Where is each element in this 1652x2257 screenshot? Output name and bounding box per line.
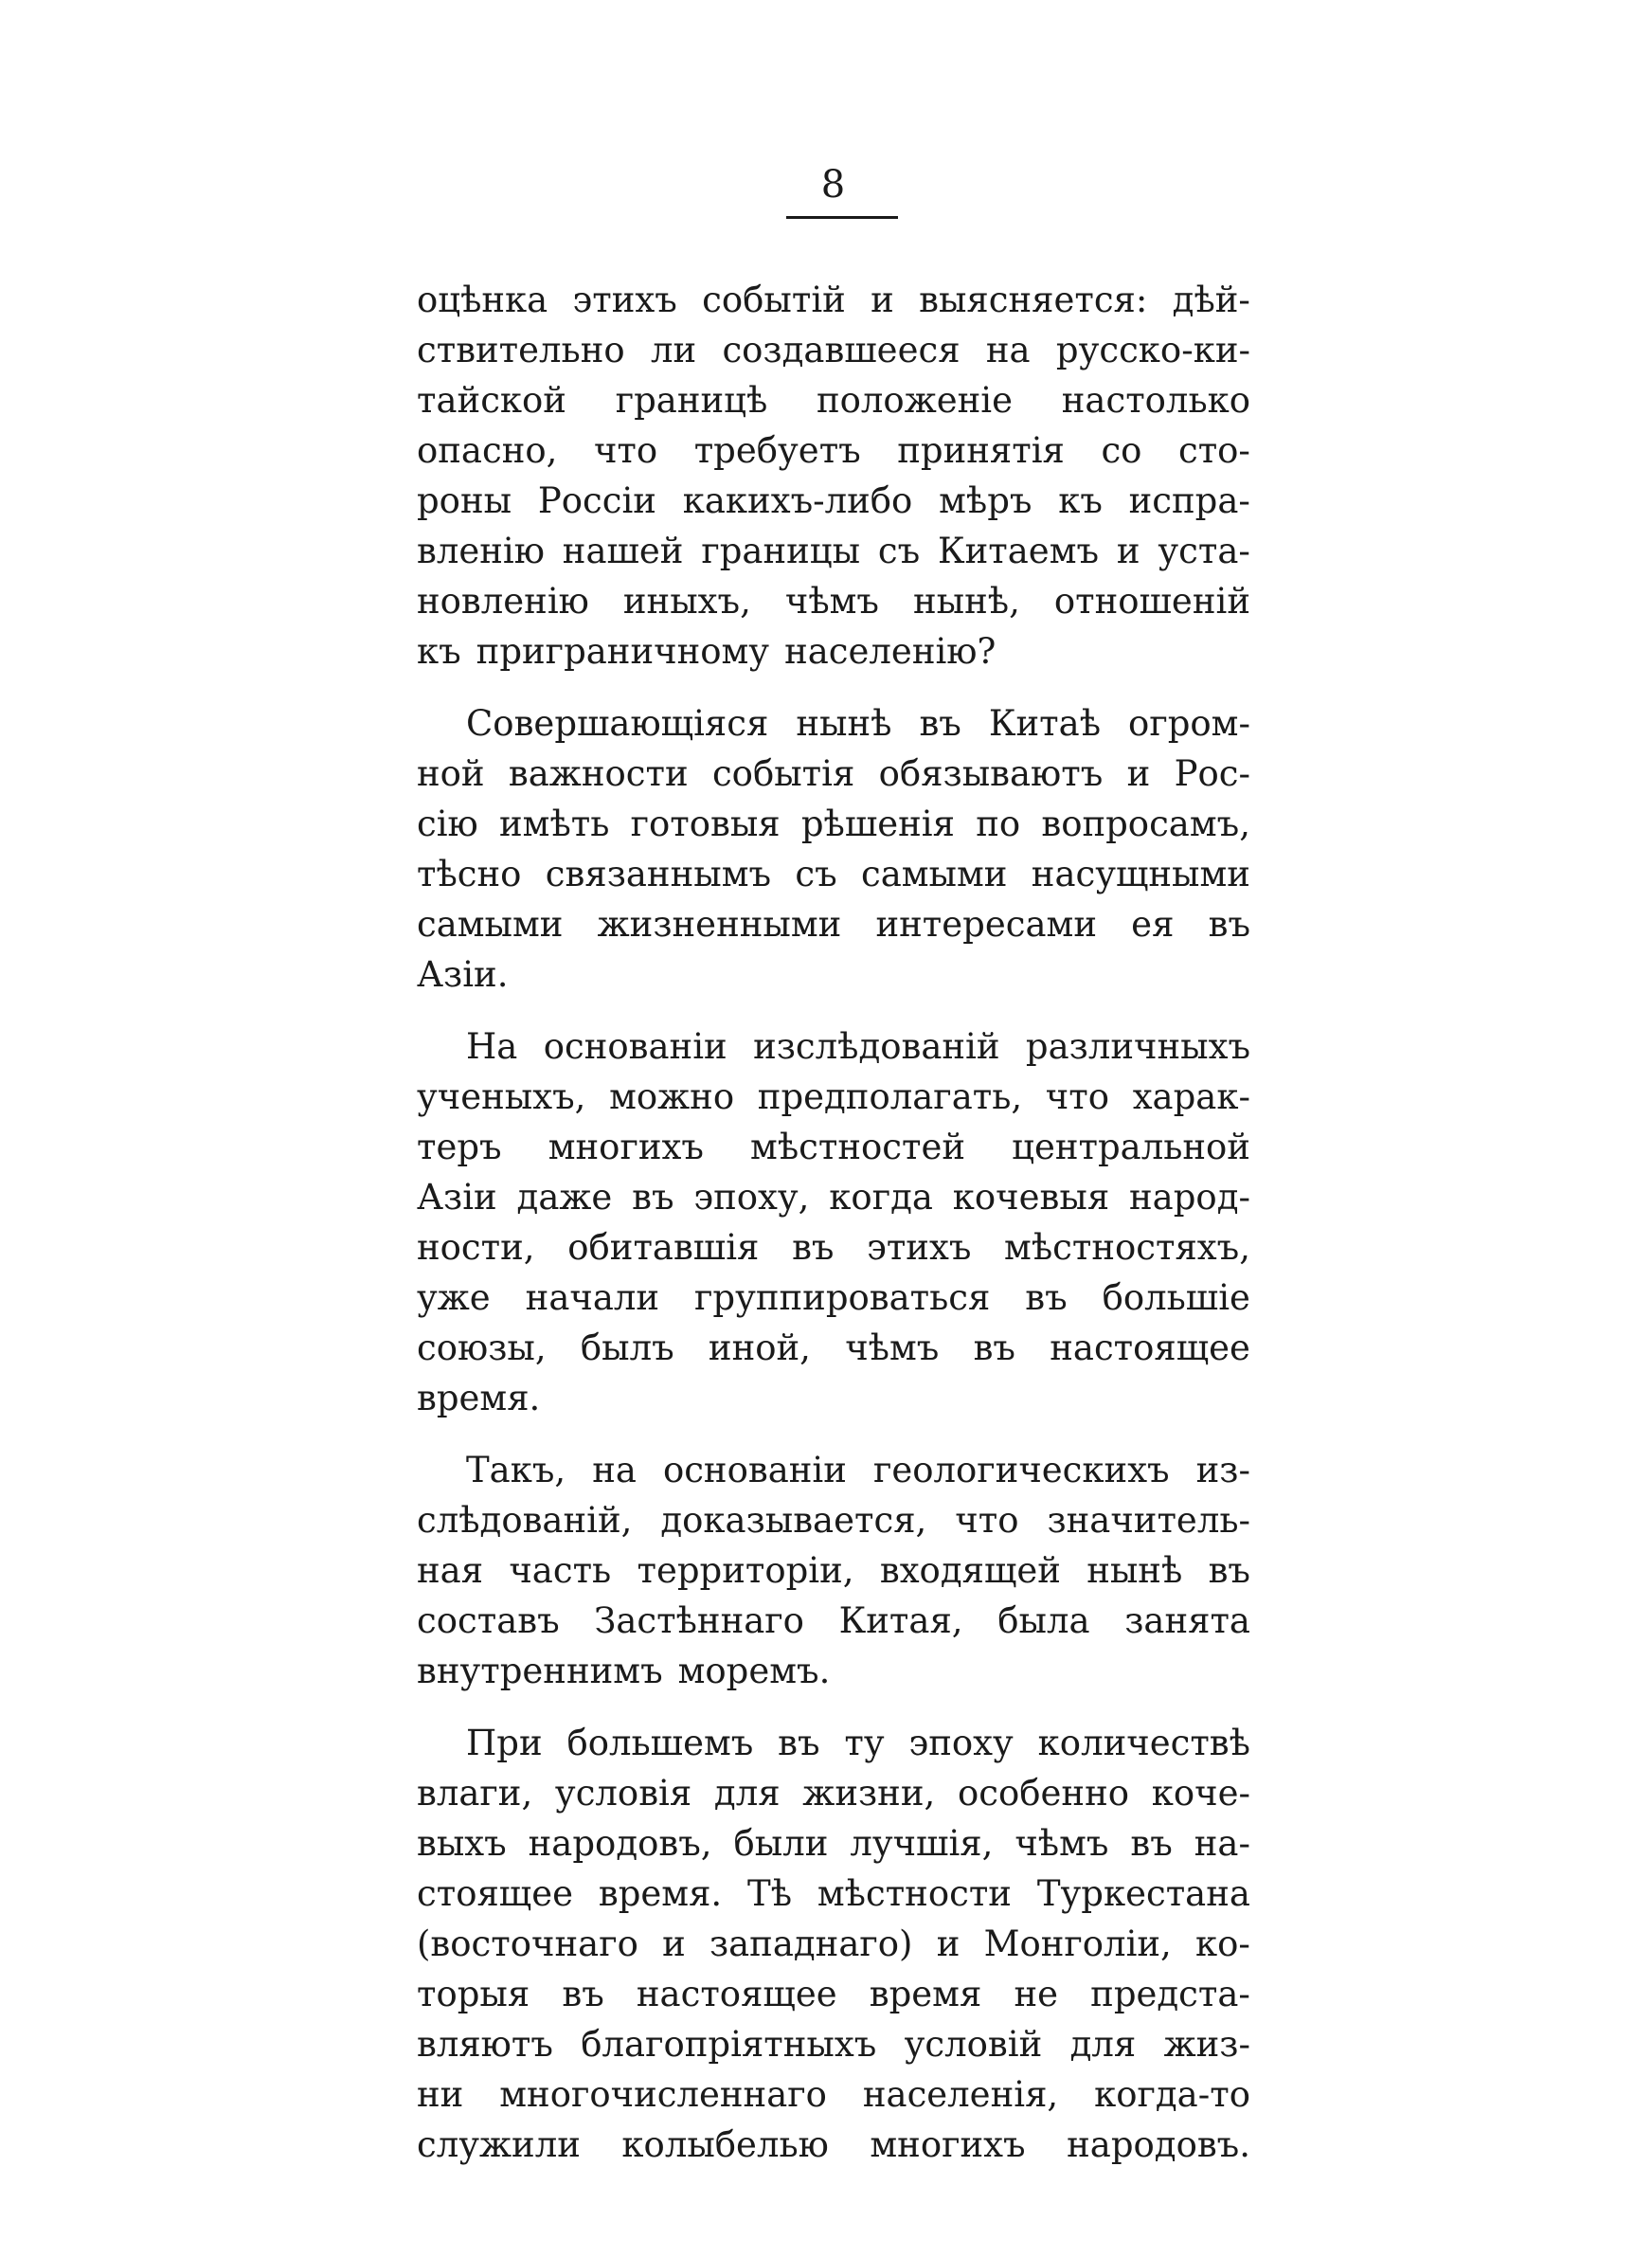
word: кочевыя (952, 1177, 1110, 1218)
word: настоящее (1050, 1327, 1250, 1368)
word: теръ (417, 1127, 502, 1167)
paragraph (417, 698, 1250, 1000)
word: выясняется: (919, 280, 1148, 320)
text-line (417, 1919, 1250, 1969)
text-line (417, 1768, 1250, 1818)
word: границы (701, 531, 861, 571)
word: принятія (897, 430, 1065, 471)
word: входящей (879, 1550, 1061, 1591)
word: жизни, (802, 1773, 936, 1814)
text-line (417, 749, 1250, 799)
word: эпоху, (693, 1177, 810, 1218)
word: ли (650, 330, 697, 370)
text-line (417, 899, 1250, 949)
text-line (417, 849, 1250, 899)
word: составъ (417, 1600, 560, 1641)
word: многихъ (548, 1127, 704, 1167)
word: значитель- (1047, 1500, 1250, 1541)
word: предполагать, (757, 1076, 1023, 1117)
word: требуетъ (693, 430, 861, 471)
text-line (417, 1545, 1250, 1596)
word: со (1101, 430, 1142, 471)
text-line (417, 1718, 1250, 1768)
word: Россіи (537, 480, 656, 521)
word: предста- (1090, 1974, 1250, 2014)
word: сію (417, 803, 478, 844)
word: когда-то (1094, 2074, 1250, 2115)
word: на (592, 1450, 637, 1490)
word: (восточнаго (417, 1923, 638, 1964)
word: новленію (417, 581, 589, 622)
word: Монголіи, (983, 1923, 1172, 1964)
word: нынѣ (796, 703, 892, 744)
word: обязываютъ (878, 753, 1104, 794)
word: эпоху (908, 1723, 1014, 1763)
word: Туркестана (1036, 1873, 1250, 1914)
word: огром- (1128, 703, 1250, 744)
word: группироваться (694, 1277, 991, 1318)
word: съ (795, 854, 837, 894)
word: Такъ, (466, 1450, 566, 1490)
word: были (733, 1823, 829, 1864)
text-line (417, 1869, 1250, 1919)
word: приграничному (476, 631, 770, 672)
text-line (417, 1172, 1250, 1222)
word: въ (632, 1177, 674, 1218)
word: самыми (417, 904, 564, 945)
word: не (1014, 1974, 1059, 2014)
word: Азіи (417, 1177, 497, 1218)
text-line (417, 325, 1250, 375)
word: народовъ, (528, 1823, 712, 1864)
word: и (936, 1923, 961, 1964)
word: Китаѣ (988, 703, 1102, 744)
word: мѣстностяхъ, (1004, 1227, 1250, 1268)
paragraph (417, 1718, 1250, 2170)
word: На (466, 1026, 518, 1067)
word: внутреннимъ (417, 1651, 663, 1691)
word: чѣмъ (845, 1327, 940, 1368)
text-line (417, 1596, 1250, 1646)
word: положеніе (816, 380, 1014, 421)
word: народ- (1129, 1177, 1250, 1218)
text-line (417, 1445, 1250, 1495)
word: событія (711, 753, 855, 794)
word: вляютъ (417, 2024, 553, 2065)
word: съ (877, 531, 921, 571)
word: роны (417, 480, 512, 521)
word: Совершающіяся (466, 703, 769, 744)
word: и (1116, 531, 1140, 571)
word: многихъ (870, 2124, 1026, 2165)
word: имѣть (499, 803, 610, 844)
word: из- (1195, 1450, 1250, 1490)
word: нашей (562, 531, 684, 571)
word: различныхъ (1025, 1026, 1250, 1067)
text-line (417, 1969, 1250, 2019)
word: населенія, (862, 2074, 1059, 2115)
word: служили (417, 2124, 581, 2165)
word: количествѣ (1037, 1723, 1250, 1763)
text-line (417, 1072, 1250, 1122)
word: многочисленнаго (499, 2074, 827, 2115)
word: время. (598, 1873, 723, 1914)
word: ту (844, 1723, 885, 1763)
paragraph (417, 1021, 1250, 1423)
word: При (466, 1723, 543, 1763)
text-line (417, 375, 1250, 425)
text-line (417, 2120, 1250, 2170)
word: въ (1208, 1550, 1250, 1591)
word: опасно, (417, 430, 558, 471)
word: чѣмъ (1015, 1823, 1109, 1864)
word: иной, (708, 1327, 811, 1368)
word: оцѣнка (417, 280, 548, 320)
word: вленію (417, 531, 545, 571)
word: доказывается, (660, 1500, 927, 1541)
word: вопросамъ, (1041, 803, 1250, 844)
word: на- (1194, 1823, 1250, 1864)
word: этихъ (572, 280, 677, 320)
text-line (417, 2069, 1250, 2120)
word: можно (609, 1076, 735, 1117)
word: моремъ. (677, 1651, 831, 1691)
word: мѣръ (939, 480, 1032, 521)
word: отношеній (1053, 581, 1250, 622)
paragraph (417, 1445, 1250, 1696)
word: по (976, 803, 1021, 844)
text-line (417, 2019, 1250, 2069)
paragraph (417, 275, 1250, 677)
word: рѣшенія (800, 803, 955, 844)
word: Китаемъ (937, 531, 1100, 571)
word: условій (904, 2024, 1043, 2065)
word: населенію? (784, 631, 997, 672)
text-line (417, 1818, 1250, 1869)
word: и (871, 280, 894, 320)
word: условія (554, 1773, 692, 1814)
word: большіе (1102, 1277, 1250, 1318)
text-line (417, 425, 1250, 476)
word: геологическихъ (872, 1450, 1170, 1490)
word: готовыя (630, 803, 781, 844)
text-line (417, 799, 1250, 849)
word: былъ (580, 1327, 674, 1368)
text-line (417, 949, 1250, 1000)
word: нынѣ (1086, 1550, 1183, 1591)
word: основаніи (662, 1450, 847, 1490)
word: западнаго) (709, 1923, 913, 1964)
word: колыбелью (621, 2124, 829, 2165)
word: основаніи (543, 1026, 727, 1067)
word: время. (417, 1378, 541, 1418)
text-line (417, 1222, 1250, 1273)
word: стоящее (417, 1873, 574, 1914)
word: для (713, 1773, 781, 1814)
word: самыми (860, 854, 1008, 894)
word: выхъ (417, 1823, 507, 1864)
word: особенно (957, 1773, 1130, 1814)
text-line (417, 1122, 1250, 1172)
word: ни (417, 2074, 464, 2115)
word: настоящее (636, 1974, 837, 2014)
word: уста- (1158, 531, 1250, 571)
word: тайской (417, 380, 566, 421)
word: жиз- (1163, 2024, 1250, 2065)
word: интересами (875, 904, 1097, 945)
word: даже (516, 1177, 613, 1218)
word: влаги, (417, 1773, 533, 1814)
text-line (417, 526, 1250, 576)
word: въ (973, 1327, 1015, 1368)
word: центральной (1012, 1127, 1250, 1167)
word: сто- (1177, 430, 1250, 471)
word: для (1069, 2024, 1137, 2065)
word: обитавшія (567, 1227, 760, 1268)
word: въ (562, 1974, 604, 2014)
word: къ (417, 631, 461, 672)
word: уже (417, 1277, 491, 1318)
word: начали (525, 1277, 660, 1318)
word: Застѣннаго (594, 1600, 804, 1641)
word: Рос- (1174, 753, 1250, 794)
word: Тѣ (747, 1873, 793, 1914)
word: какихъ-либо (682, 480, 913, 521)
page-number-rule (786, 216, 898, 219)
word: жизненными (597, 904, 842, 945)
page-number: 8 (820, 163, 847, 207)
text-line (417, 626, 1250, 677)
word: ствительно (417, 330, 625, 370)
word: что (955, 1500, 1019, 1541)
word: тѣсно (417, 854, 522, 894)
word: часть (509, 1550, 612, 1591)
word: настолько (1061, 380, 1250, 421)
text-line (417, 576, 1250, 626)
text-line (417, 1495, 1250, 1545)
word: харак- (1132, 1076, 1250, 1117)
text-line (417, 476, 1250, 526)
word: ученыхъ, (417, 1076, 586, 1117)
word: народовъ. (1067, 2124, 1250, 2165)
word: коче- (1151, 1773, 1250, 1814)
word: этихъ (867, 1227, 972, 1268)
text-line (417, 1323, 1250, 1373)
text-line (417, 275, 1250, 325)
word: благопріятныхъ (581, 2024, 877, 2065)
text-line (417, 1273, 1250, 1323)
word: въ (1208, 904, 1250, 945)
word: въ (792, 1227, 835, 1268)
word: большемъ (566, 1723, 754, 1763)
word: мѣстностей (750, 1127, 966, 1167)
body-text (417, 275, 1250, 2192)
word: Китая, (838, 1600, 963, 1641)
word: изслѣдованій (753, 1026, 1000, 1067)
word: важности (508, 753, 689, 794)
text-line (417, 1021, 1250, 1072)
word: на (985, 330, 1031, 370)
text-line (417, 698, 1250, 749)
word: испра- (1128, 480, 1250, 521)
word: въ (778, 1723, 820, 1763)
word: въ (919, 703, 961, 744)
text-line (417, 1373, 1250, 1423)
word: нынѣ, (912, 581, 1020, 622)
word: русско-ки- (1055, 330, 1250, 370)
word: лучшія, (850, 1823, 994, 1864)
word: и (662, 1923, 686, 1964)
word: и (1126, 753, 1151, 794)
word: мѣстности (817, 1873, 1012, 1914)
word: союзы, (417, 1327, 547, 1368)
word: Азіи. (417, 954, 509, 995)
word: что (1045, 1076, 1110, 1117)
word: ной (417, 753, 485, 794)
word: ко- (1195, 1923, 1250, 1964)
word: чѣмъ (784, 581, 879, 622)
word: территоріи, (637, 1550, 854, 1591)
word: занята (1124, 1600, 1250, 1641)
word: къ (1058, 480, 1103, 521)
word: въ (1130, 1823, 1173, 1864)
word: когда (829, 1177, 933, 1218)
word: ея (1131, 904, 1175, 945)
word: иныхъ, (622, 581, 751, 622)
word: была (997, 1600, 1090, 1641)
word: ности, (417, 1227, 535, 1268)
word: время (869, 1974, 982, 2014)
word: насущными (1031, 854, 1250, 894)
word: событій (702, 280, 846, 320)
word: связаннымъ (545, 854, 772, 894)
word: что (593, 430, 658, 471)
word: создавшееся (722, 330, 961, 370)
word: въ (1025, 1277, 1068, 1318)
word: слѣдованій, (417, 1500, 633, 1541)
word: торыя (417, 1974, 530, 2014)
word: дѣй- (1172, 280, 1250, 320)
word: ная (417, 1550, 484, 1591)
word: границѣ (615, 380, 768, 421)
text-line (417, 1646, 1250, 1696)
